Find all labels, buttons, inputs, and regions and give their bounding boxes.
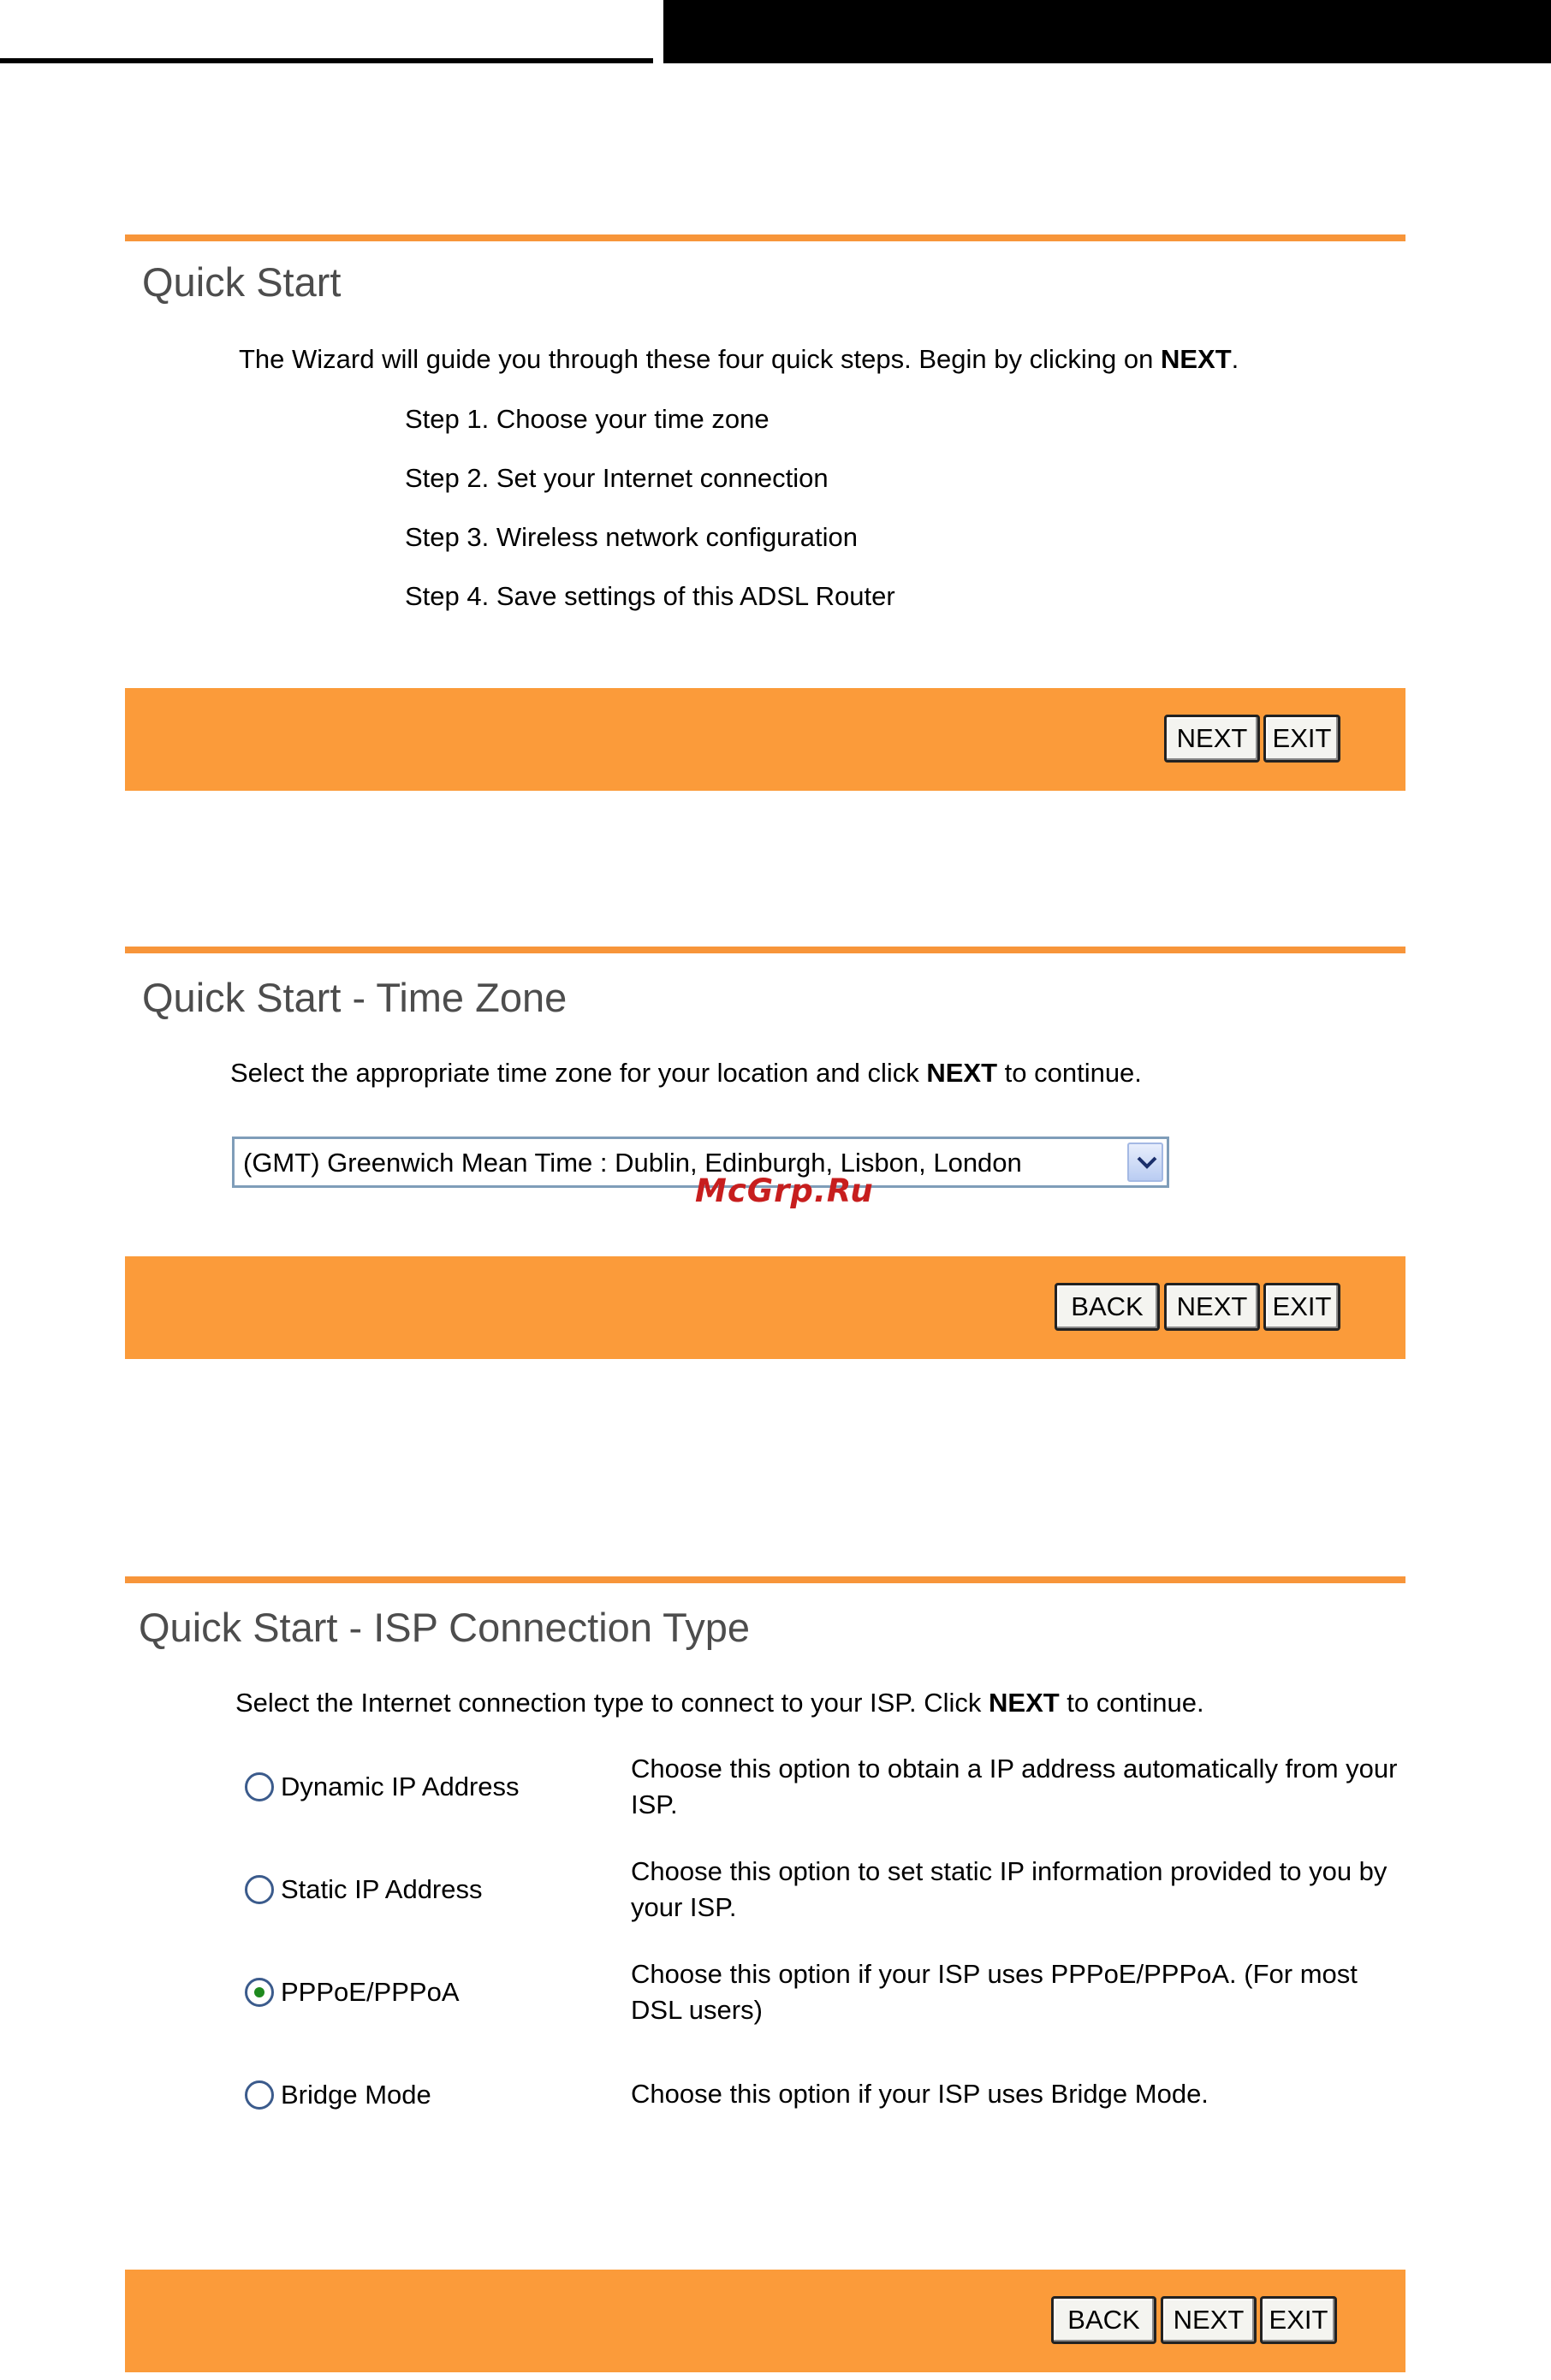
button-bar bbox=[125, 2270, 1405, 2372]
exit-button[interactable]: EXIT bbox=[1260, 2296, 1337, 2344]
next-button[interactable]: NEXT bbox=[1164, 715, 1260, 763]
step-item: Step 3. Wireless network configuration bbox=[405, 522, 858, 552]
option-description: Choose this option to obtain a IP address automatically from your ISP. bbox=[631, 1754, 1398, 1819]
chevron-down-icon bbox=[1137, 1155, 1157, 1171]
button-bar bbox=[125, 1256, 1405, 1359]
page-title: Quick Start bbox=[142, 259, 342, 305]
button-bar bbox=[125, 688, 1405, 791]
radio-pppoe[interactable] bbox=[245, 1978, 274, 2007]
step-item: Step 2. Set your Internet connection bbox=[405, 463, 829, 493]
back-button[interactable]: BACK bbox=[1051, 2296, 1156, 2344]
option-label: Static IP Address bbox=[281, 1874, 483, 1904]
step-item: Step 4. Save settings of this ADSL Router bbox=[405, 581, 895, 611]
time-zone-panel bbox=[125, 947, 1405, 1361]
option-description: Choose this option if your ISP uses Bridge Mode. bbox=[631, 2079, 1209, 2109]
option-static-ip[interactable] bbox=[245, 1874, 483, 1905]
option-dynamic-ip[interactable] bbox=[245, 1772, 520, 1802]
radio-static-ip[interactable] bbox=[245, 1875, 274, 1904]
page-title: Quick Start - ISP Connection Type bbox=[139, 1605, 751, 1650]
panel-top-rule bbox=[125, 1576, 1405, 1583]
option-description: Choose this option if your ISP uses PPPoE/PPPoA. (For most DSL users) bbox=[631, 1959, 1358, 2025]
quick-start-panel bbox=[125, 234, 1405, 791]
next-button[interactable]: NEXT bbox=[1161, 2296, 1257, 2344]
exit-button[interactable]: EXIT bbox=[1263, 1283, 1340, 1331]
dropdown-button[interactable] bbox=[1127, 1143, 1163, 1182]
intro-text: The Wizard will guide you through these four quick steps. Begin by clicking on NEXT. bbox=[239, 344, 1239, 374]
radio-bridge-mode[interactable] bbox=[245, 2080, 274, 2110]
isp-connection-panel bbox=[125, 1576, 1405, 2372]
option-bridge-mode[interactable] bbox=[245, 2080, 431, 2110]
exit-button[interactable]: EXIT bbox=[1263, 715, 1340, 763]
option-description: Choose this option to set static IP information provided to you by your ISP. bbox=[631, 1856, 1388, 1922]
intro-text: Select the appropriate time zone for your location and click NEXT to continue. bbox=[230, 1058, 1142, 1088]
back-button[interactable]: BACK bbox=[1055, 1283, 1160, 1331]
option-label: PPPoE/PPPoA bbox=[281, 1977, 460, 2007]
panel-top-rule bbox=[125, 234, 1405, 241]
intro-text: Select the Internet connection type to connect to your ISP. Click NEXT to continue. bbox=[235, 1688, 1204, 1718]
option-label: Dynamic IP Address bbox=[281, 1772, 520, 1801]
time-zone-value: (GMT) Greenwich Mean Time : Dublin, Edinburgh, Lisbon, London bbox=[243, 1148, 1022, 1178]
option-label: Bridge Mode bbox=[281, 2080, 431, 2110]
panel-top-rule bbox=[125, 947, 1405, 953]
option-pppoe[interactable] bbox=[245, 1977, 460, 2008]
step-item: Step 1. Choose your time zone bbox=[405, 404, 770, 434]
watermark: McGrp.Ru bbox=[695, 1172, 874, 1209]
header-rule bbox=[0, 58, 653, 63]
radio-dynamic-ip[interactable] bbox=[245, 1772, 274, 1801]
next-button[interactable]: NEXT bbox=[1164, 1283, 1260, 1331]
page-title: Quick Start - Time Zone bbox=[142, 975, 568, 1020]
header-bar bbox=[663, 0, 1551, 63]
